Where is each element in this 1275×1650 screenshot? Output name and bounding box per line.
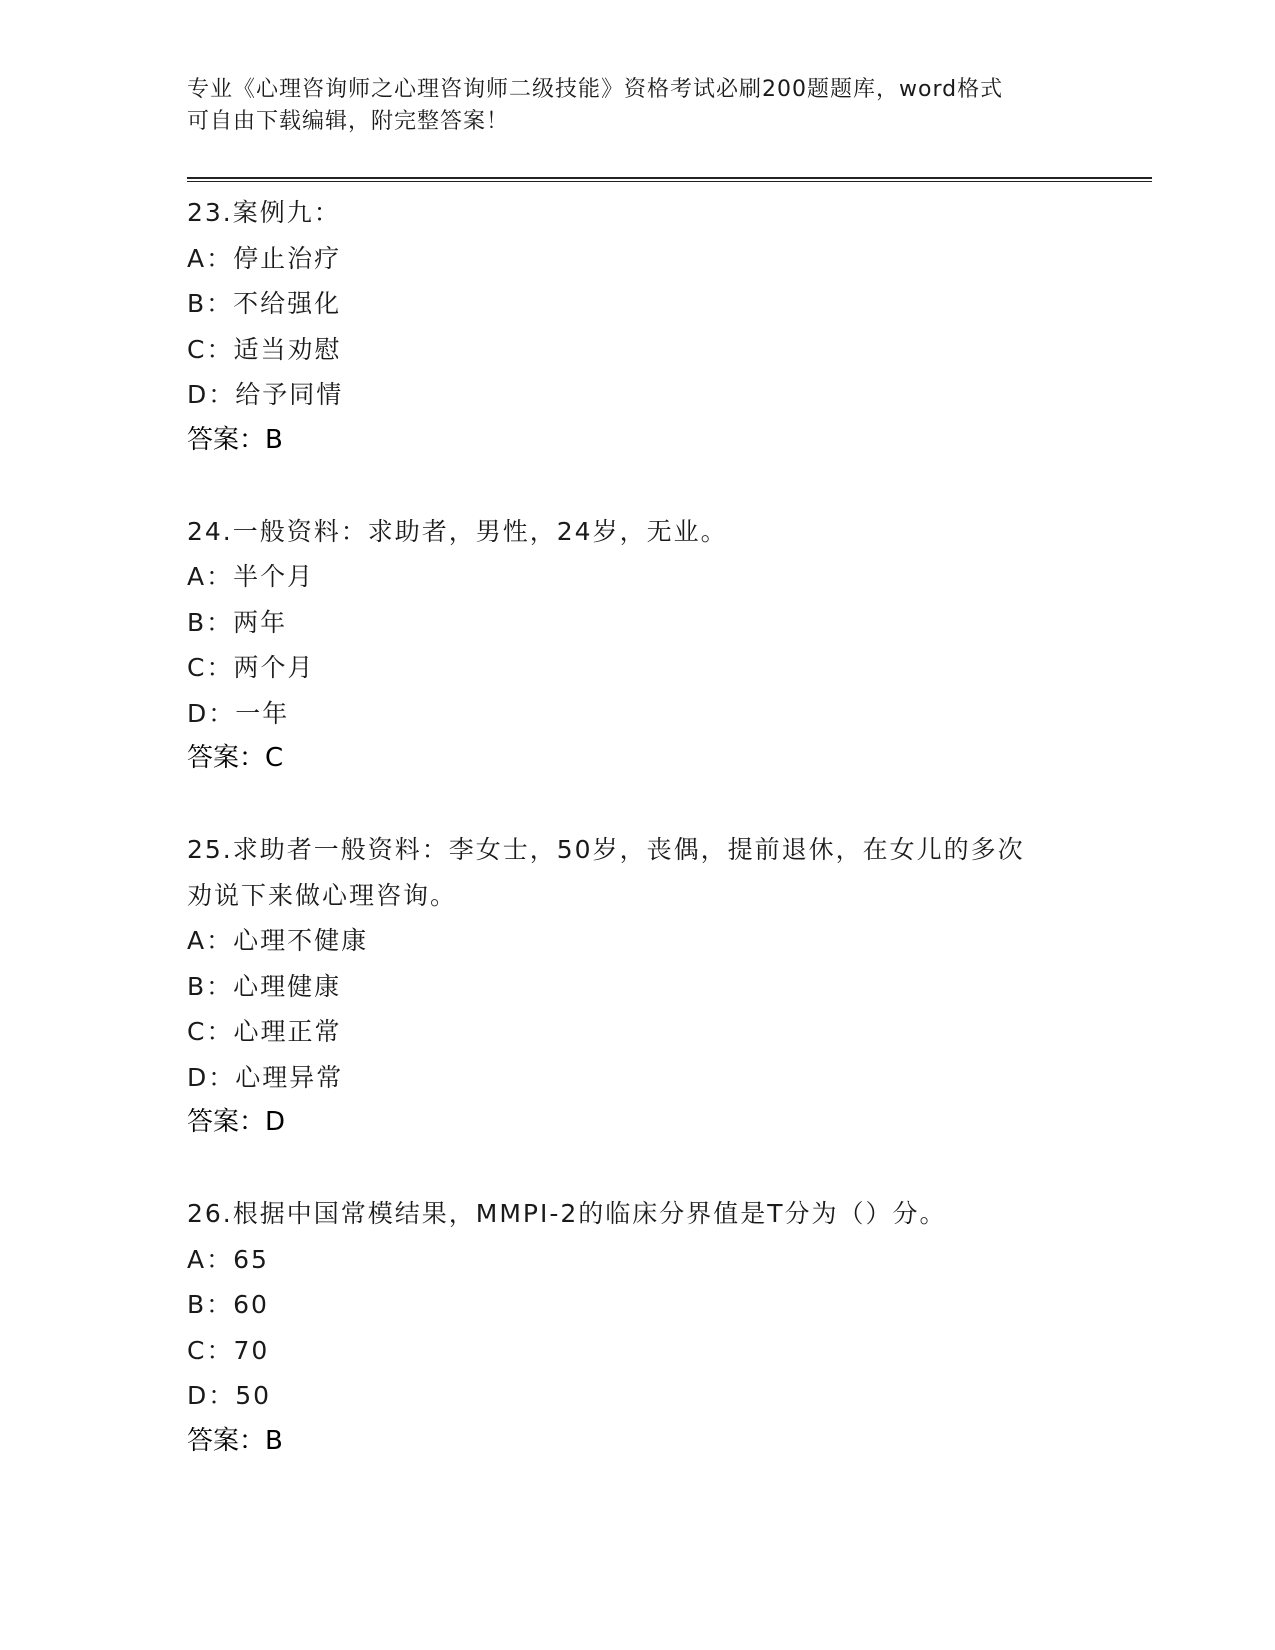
option-a: A：65 xyxy=(187,1244,269,1274)
header-title-line-2: 可自由下载编辑，附完整答案！ xyxy=(187,109,510,134)
question-stem-line-1: 25.求助者一般资料：李女士，50岁，丧偶，提前退休，在女儿的多次 xyxy=(187,835,1025,864)
question-stem: 24.一般资料：求助者，男性，24岁，无业。 xyxy=(187,516,728,546)
option-b: B：不给强化 xyxy=(187,289,342,318)
header-divider xyxy=(187,177,1152,182)
question-stem: 23.案例九： xyxy=(187,198,341,227)
option-b: B：两年 xyxy=(187,607,288,637)
question-list xyxy=(187,190,1087,1464)
option-d: D：给予同情 xyxy=(187,380,344,409)
option-d: D：50 xyxy=(187,1381,272,1410)
question-23 xyxy=(187,190,1087,463)
option-c: C：心理正常 xyxy=(187,1017,342,1046)
question-spacer xyxy=(187,782,1087,828)
option-c: C：两个月 xyxy=(187,653,315,682)
question-stem-line-2: 劝说下来做心理咨询。 xyxy=(187,880,458,910)
question-25 xyxy=(187,827,1087,1146)
question-26 xyxy=(187,1191,1087,1464)
option-d: D：一年 xyxy=(187,698,290,728)
answer-line: 答案：B xyxy=(187,1425,283,1456)
option-c: C：适当劝慰 xyxy=(187,334,342,364)
option-a: A：半个月 xyxy=(187,562,315,591)
answer-line: 答案：B xyxy=(187,424,283,455)
option-d: D：心理异常 xyxy=(187,1062,344,1092)
option-a: A：心理不健康 xyxy=(187,926,369,955)
question-spacer xyxy=(187,463,1087,509)
question-stem: 26.根据中国常模结果，MMPI-2的临床分界值是T分为（）分。 xyxy=(187,1199,947,1228)
question-24 xyxy=(187,509,1087,782)
answer-line: 答案：C xyxy=(187,743,284,773)
question-spacer xyxy=(187,1146,1087,1192)
option-c: C：70 xyxy=(187,1335,270,1365)
option-b: B：60 xyxy=(187,1290,269,1319)
header-title-line-1: 专业《心理咨询师之心理咨询师二级技能》资格考试必刷200题题库，word格式 xyxy=(187,77,1004,102)
document-header xyxy=(187,74,1087,138)
option-a: A：停止治疗 xyxy=(187,243,342,273)
option-b: B：心理健康 xyxy=(187,971,342,1001)
answer-line: 答案：D xyxy=(187,1107,286,1137)
